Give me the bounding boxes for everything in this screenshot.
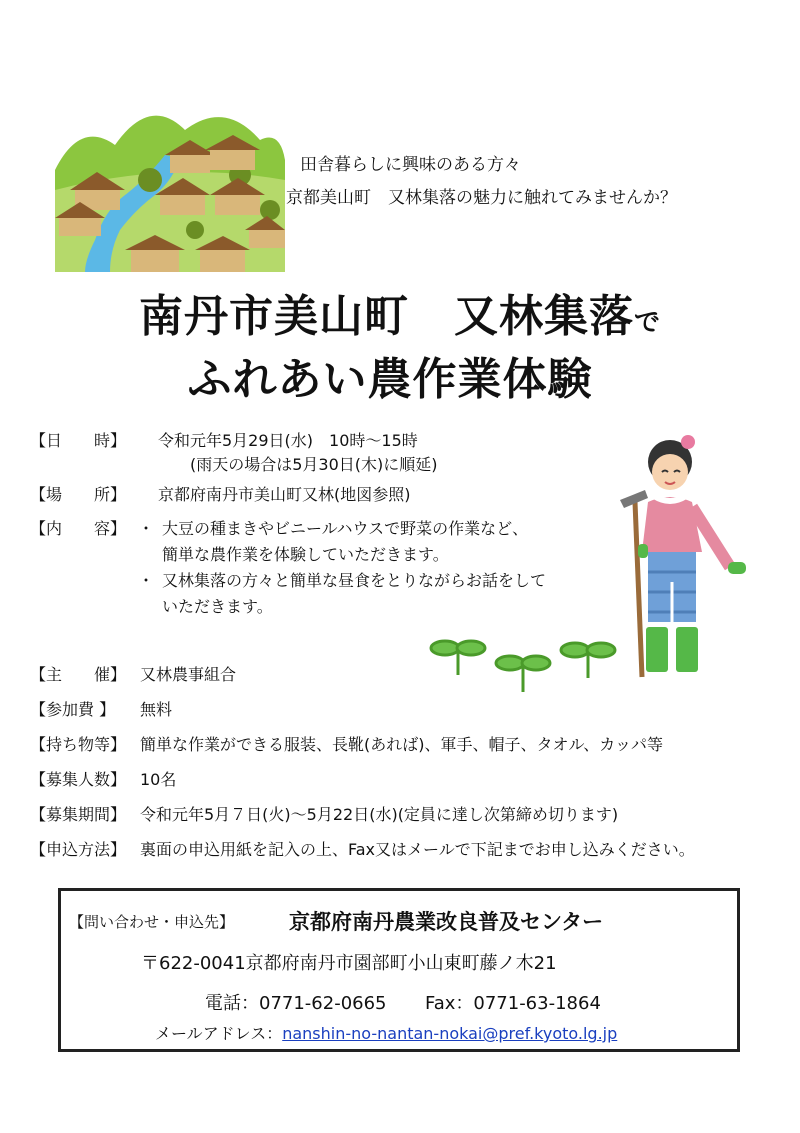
apply-label: 【申込方法】 [30,840,127,859]
apply-value: 裏面の申込用紙を記入の上、Fax又はメールで下記までお申し込みください。 [140,840,695,859]
host-label: 【主 催】 [30,665,127,684]
contact-address: 〒622-0041京都府南丹市園部町小山東町藤ノ木21 [141,953,557,974]
capacity-row [30,767,176,790]
content-bullet-1: ・ [138,519,155,538]
apply-row [30,837,695,860]
host-row [30,662,236,685]
content-item-2-line-1: 又林集落の方々と簡単な昼食をとりながらお話をして [162,571,547,590]
sprout-icon [496,656,550,692]
content-label: 【内 容】 [30,519,127,538]
title-line-1-main: 南丹市美山町 又林集落 [138,291,634,342]
sprout-icon [431,641,485,675]
date-note: (雨天の場合は5月30日(木)に順延) [190,455,438,474]
period-label: 【募集期間】 [30,805,127,824]
period-value: 令和元年5月７日(火)～5月22日(水)(定員に達し次第締め切ります) [140,805,619,824]
content-item-1-line-1: 大豆の種まきやビニールハウスで野菜の作業など、 [162,519,529,538]
fee-label: 【参加費 】 [30,700,116,719]
title-line-2: ふれあい農作業体験 [187,354,593,405]
content-item-1-line-2: 簡単な農作業を体験していただきます。 [162,545,449,564]
email-link[interactable]: nanshin-no-nantan-nokai@pref.kyoto.lg.jp [282,1024,618,1043]
host-value: 又林農事組合 [140,665,237,684]
items-label: 【持ち物等】 [30,735,127,754]
place-label: 【場 所】 [30,485,127,504]
date-label: 【日 時】 [30,431,127,450]
period-row [30,802,618,825]
contact-fax: Fax：0771-63-1864 [425,993,601,1014]
contact-label: 【問い合わせ・申込先】 [69,913,235,931]
intro-line-2: 京都美山町 又林集落の魅力に触れてみませんか？ [286,188,677,208]
fee-row [30,697,172,720]
contact-org: 京都府南丹農業改良普及センター [289,910,604,934]
sprouts-illustration [428,630,618,700]
title-line-1-suffix: で [633,308,661,338]
items-value: 簡単な作業ができる服装、長靴(あれば)、軍手、帽子、タオル、カッパ等 [140,735,664,754]
content-bullet-2: ・ [138,571,155,590]
intro-line-1: 田舎暮らしに興味のある方々 [300,155,521,175]
items-row [30,732,663,755]
content-item-2-line-2: いただきます。 [162,597,273,616]
email-label: メールアドレス： [155,1024,283,1043]
farmer-woman-illustration [610,432,765,680]
title-line-1 [0,280,800,344]
content-row [30,516,138,539]
contact-email-row [155,1021,617,1044]
contact-box [58,888,740,1052]
place-row [30,482,411,505]
capacity-value: 10名 [140,770,177,789]
fee-value: 無料 [140,700,173,719]
sprout-icon [561,643,615,678]
contact-tel: 電話：0771-62-0665 [205,993,387,1014]
date-value: 令和元年5月29日(水) 10時～15時 [158,431,418,450]
place-value: 京都府南丹市美山町又林(地図参照) [158,485,411,504]
village-illustration [55,100,285,272]
date-row [30,428,418,451]
capacity-label: 【募集人数】 [30,770,127,789]
